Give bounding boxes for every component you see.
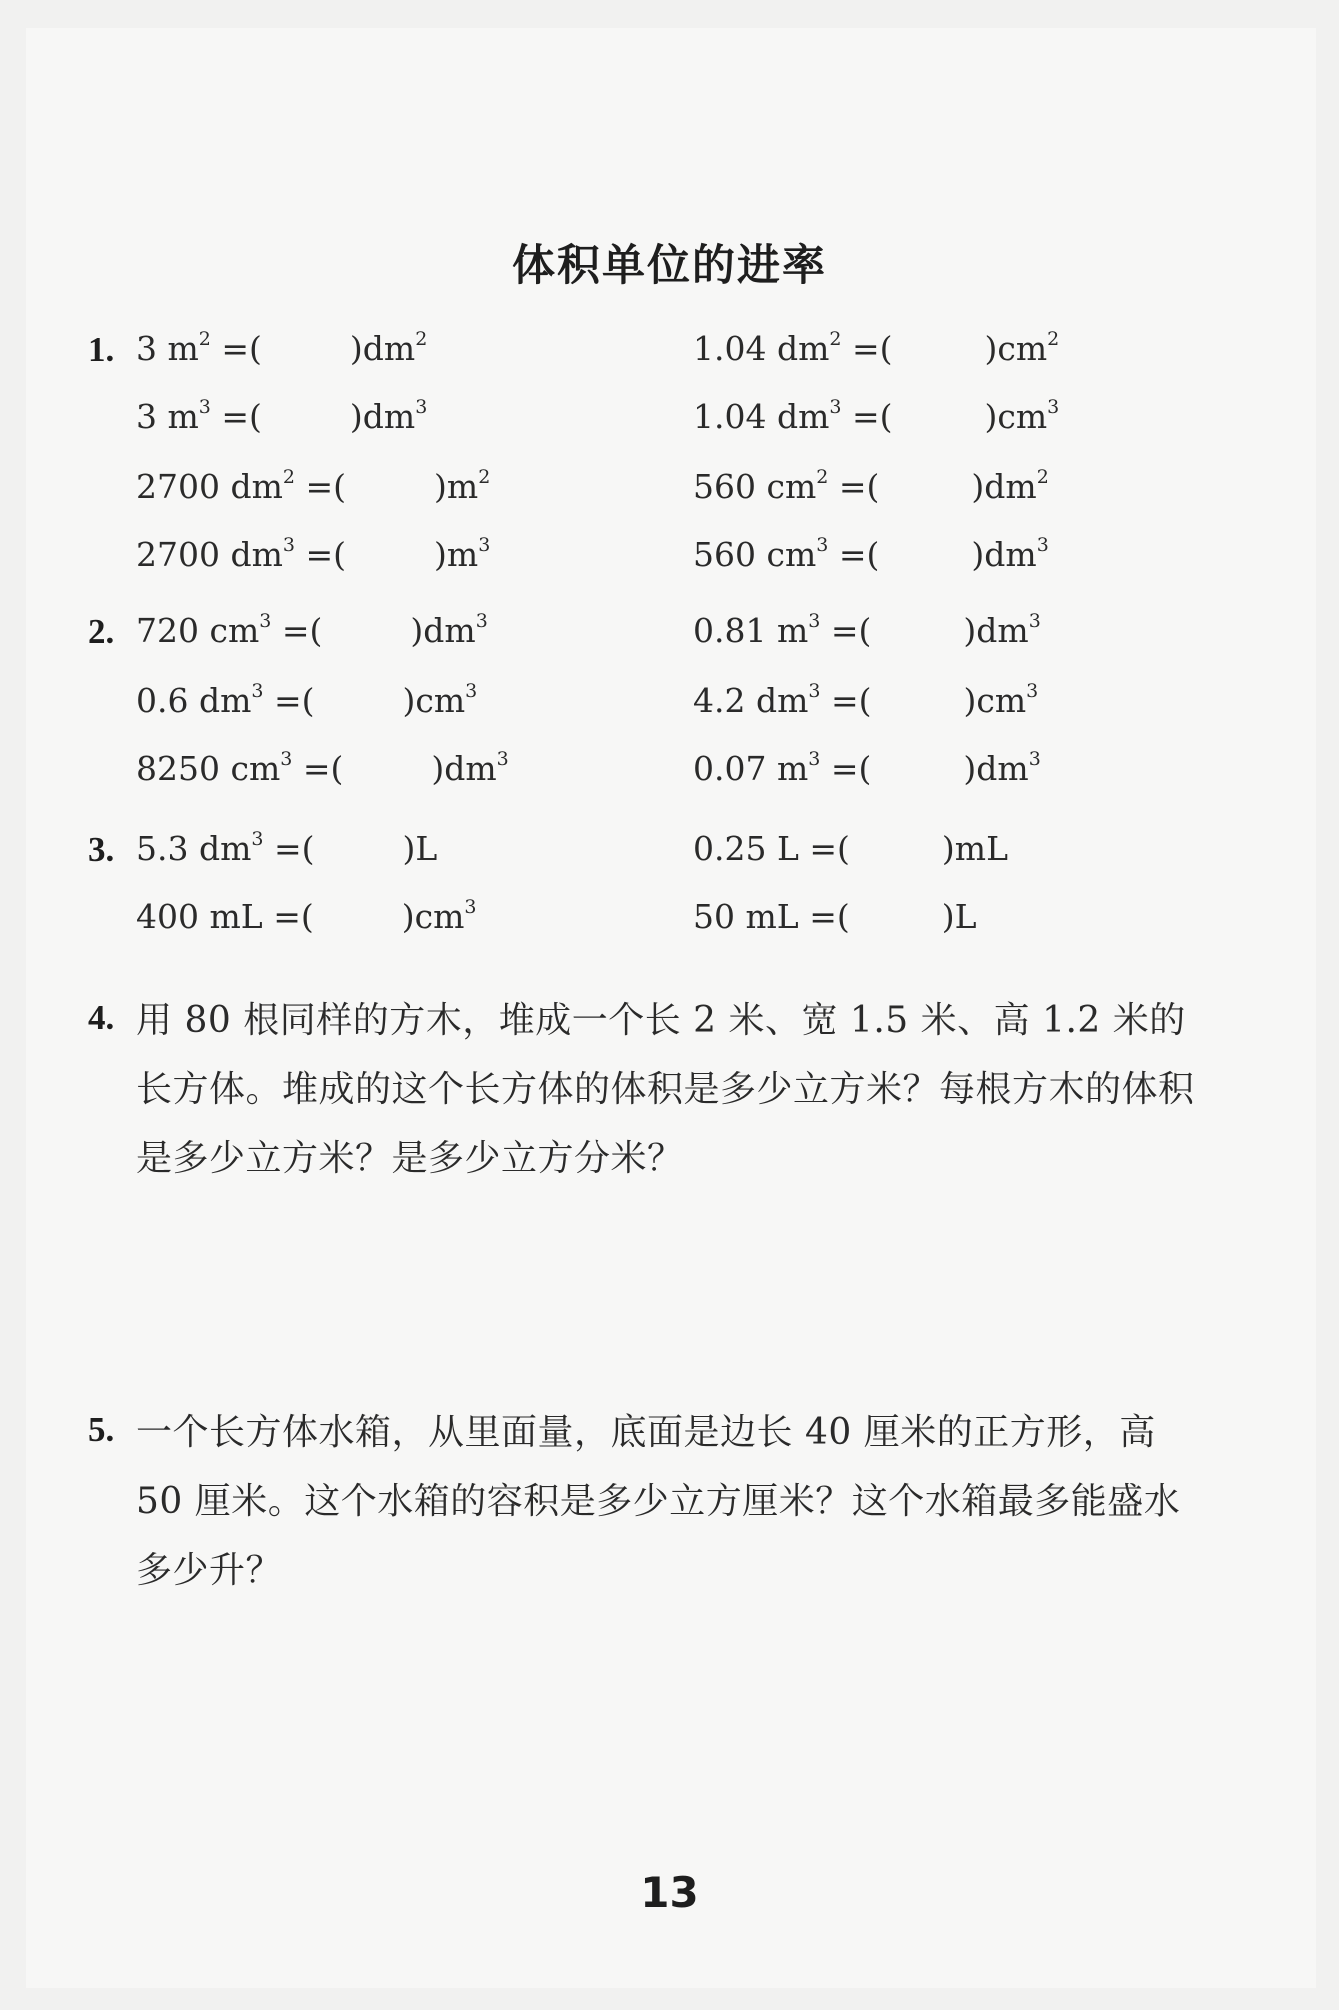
question-4-number: 4. bbox=[88, 998, 115, 1037]
equation-equals-open: =( bbox=[851, 329, 893, 368]
equation-rhs-unit: )L bbox=[402, 829, 438, 868]
equation-right bbox=[693, 328, 1060, 368]
equation-lhs-exponent: 2 bbox=[816, 466, 829, 488]
equation-right bbox=[693, 897, 977, 936]
equation-lhs: 1.04 dm bbox=[693, 397, 830, 436]
question-5-number: 5. bbox=[88, 1410, 115, 1449]
equation-lhs: 3 m bbox=[136, 329, 199, 368]
equation-rhs-exponent: 3 bbox=[1028, 748, 1041, 770]
equation-rhs-unit: )dm bbox=[349, 397, 416, 436]
equation-right bbox=[693, 829, 1009, 868]
equation-rhs-exponent: 3 bbox=[464, 896, 477, 918]
equation-equals-open: =( bbox=[221, 329, 262, 368]
equation-rhs-exponent: 3 bbox=[1026, 680, 1039, 702]
equation-lhs: 2700 dm bbox=[136, 535, 283, 574]
equation-equals-open: =( bbox=[273, 681, 315, 720]
equation-equals-open: =( bbox=[838, 467, 880, 506]
equation-rhs-unit: )dm bbox=[963, 611, 1029, 650]
equation-rhs-unit: )dm bbox=[971, 467, 1037, 506]
equation-rhs-unit: )dm bbox=[410, 611, 476, 650]
equation-left bbox=[136, 610, 488, 650]
equation-equals-open: =( bbox=[838, 535, 880, 574]
question-3-number: 3. bbox=[88, 830, 115, 869]
equation-lhs: 3 m bbox=[136, 397, 199, 436]
equation-lhs: 0.25 L bbox=[693, 829, 799, 868]
equation-lhs: 560 cm bbox=[693, 535, 817, 574]
equation-rhs-exponent: 2 bbox=[1047, 328, 1060, 350]
equation-lhs: 1.04 dm bbox=[693, 329, 830, 368]
equation-rhs-unit: )cm bbox=[984, 329, 1048, 368]
equation-lhs: 50 mL bbox=[693, 897, 799, 936]
equation-equals-open: =( bbox=[273, 829, 315, 868]
equation-lhs: 0.6 dm bbox=[136, 681, 252, 720]
page-number: 13 bbox=[640, 1868, 699, 1917]
equation-left bbox=[136, 396, 428, 436]
question-5-text: 一个长方体水箱，从里面量，底面是边长 40 厘米的正方形，高 50 厘米。这个水箱的容积是多少立方厘米？这个水箱最多能盛水多少升？ bbox=[136, 1412, 1181, 1591]
equation-rhs-unit: )cm bbox=[984, 397, 1048, 436]
equation-lhs-exponent: 3 bbox=[259, 610, 272, 632]
equation-rhs-exponent: 2 bbox=[1036, 466, 1049, 488]
equation-right bbox=[693, 610, 1041, 650]
equation-lhs: 0.07 m bbox=[693, 749, 809, 788]
equation-lhs: 8250 cm bbox=[136, 749, 281, 788]
equation-right bbox=[693, 680, 1039, 720]
equation-rhs-exponent: 2 bbox=[415, 328, 428, 350]
equation-rhs-exponent: 3 bbox=[1036, 534, 1049, 556]
equation-equals-open: =( bbox=[305, 535, 347, 574]
equation-lhs: 2700 dm bbox=[136, 467, 283, 506]
equation-lhs-exponent: 3 bbox=[829, 396, 842, 418]
equation-rhs-exponent: 3 bbox=[415, 396, 428, 418]
equation-rhs-exponent: 3 bbox=[478, 534, 491, 556]
equation-lhs-exponent: 3 bbox=[808, 610, 821, 632]
equation-right bbox=[693, 748, 1041, 788]
equation-left bbox=[136, 466, 491, 506]
equation-equals-open: =( bbox=[221, 397, 262, 436]
equation-rhs-unit: )cm bbox=[401, 897, 465, 936]
equation-rhs-unit: )dm bbox=[963, 749, 1029, 788]
equation-lhs: 0.81 m bbox=[693, 611, 809, 650]
equation-rhs-exponent: 2 bbox=[478, 466, 491, 488]
equation-lhs: 400 mL bbox=[136, 897, 263, 936]
equation-equals-open: =( bbox=[305, 467, 347, 506]
equation-lhs-exponent: 3 bbox=[280, 748, 293, 770]
equation-rhs-exponent: 3 bbox=[1047, 396, 1060, 418]
equation-left bbox=[136, 896, 477, 936]
equation-lhs: 5.3 dm bbox=[136, 829, 252, 868]
equation-rhs-unit: )dm bbox=[431, 749, 497, 788]
equation-rhs-unit: )dm bbox=[349, 329, 416, 368]
equation-lhs-exponent: 2 bbox=[829, 328, 842, 350]
page-title: 体积单位的进率 bbox=[512, 241, 827, 291]
equation-rhs-exponent: 3 bbox=[475, 610, 488, 632]
equation-equals-open: =( bbox=[830, 749, 872, 788]
equation-rhs-exponent: 3 bbox=[465, 680, 478, 702]
equation-rhs-exponent: 3 bbox=[496, 748, 509, 770]
equation-lhs-exponent: 2 bbox=[282, 466, 295, 488]
equation-right bbox=[693, 466, 1049, 506]
equation-left bbox=[136, 680, 478, 720]
equation-equals-open: =( bbox=[281, 611, 323, 650]
equation-lhs: 4.2 dm bbox=[693, 681, 809, 720]
equation-rhs-unit: )cm bbox=[963, 681, 1027, 720]
equation-right bbox=[693, 396, 1060, 436]
equation-equals-open: =( bbox=[273, 897, 314, 936]
equation-lhs-exponent: 3 bbox=[251, 828, 264, 850]
equation-equals-open: =( bbox=[851, 397, 893, 436]
equation-lhs-exponent: 3 bbox=[282, 534, 295, 556]
equation-rhs-exponent: 3 bbox=[1028, 610, 1041, 632]
equation-rhs-unit: )m bbox=[434, 535, 479, 574]
equation-equals-open: =( bbox=[830, 681, 872, 720]
equation-equals-open: =( bbox=[830, 611, 872, 650]
equation-lhs-exponent: 3 bbox=[198, 396, 211, 418]
question-1-number: 1. bbox=[88, 330, 115, 369]
equation-left bbox=[136, 328, 428, 368]
equation-lhs-exponent: 2 bbox=[198, 328, 211, 350]
equation-left bbox=[136, 748, 509, 788]
question-2-number: 2. bbox=[88, 612, 115, 651]
equation-equals-open: =( bbox=[809, 897, 850, 936]
equation-left bbox=[136, 828, 438, 868]
equation-lhs-exponent: 3 bbox=[808, 680, 821, 702]
equation-lhs-exponent: 3 bbox=[808, 748, 821, 770]
equation-lhs-exponent: 3 bbox=[816, 534, 829, 556]
equation-left bbox=[136, 534, 491, 574]
equation-rhs-unit: )mL bbox=[941, 829, 1009, 868]
equation-lhs-exponent: 3 bbox=[251, 680, 264, 702]
equation-equals-open: =( bbox=[302, 749, 344, 788]
equation-equals-open: =( bbox=[809, 829, 850, 868]
equation-rhs-unit: )cm bbox=[402, 681, 466, 720]
equation-rhs-unit: )m bbox=[434, 467, 479, 506]
equation-rhs-unit: )L bbox=[941, 897, 977, 936]
equation-lhs: 720 cm bbox=[136, 611, 260, 650]
equation-rhs-unit: )dm bbox=[971, 535, 1037, 574]
question-4-text: 用 80 根同样的方木，堆成一个长 2 米、宽 1.5 米、高 1.2 米的长方体。堆成的这个长方体的体积是多少立方米？每根方木的体积是多少立方米？是多少立方分米？ bbox=[136, 1000, 1195, 1179]
equation-right bbox=[693, 534, 1049, 574]
equation-lhs: 560 cm bbox=[693, 467, 817, 506]
